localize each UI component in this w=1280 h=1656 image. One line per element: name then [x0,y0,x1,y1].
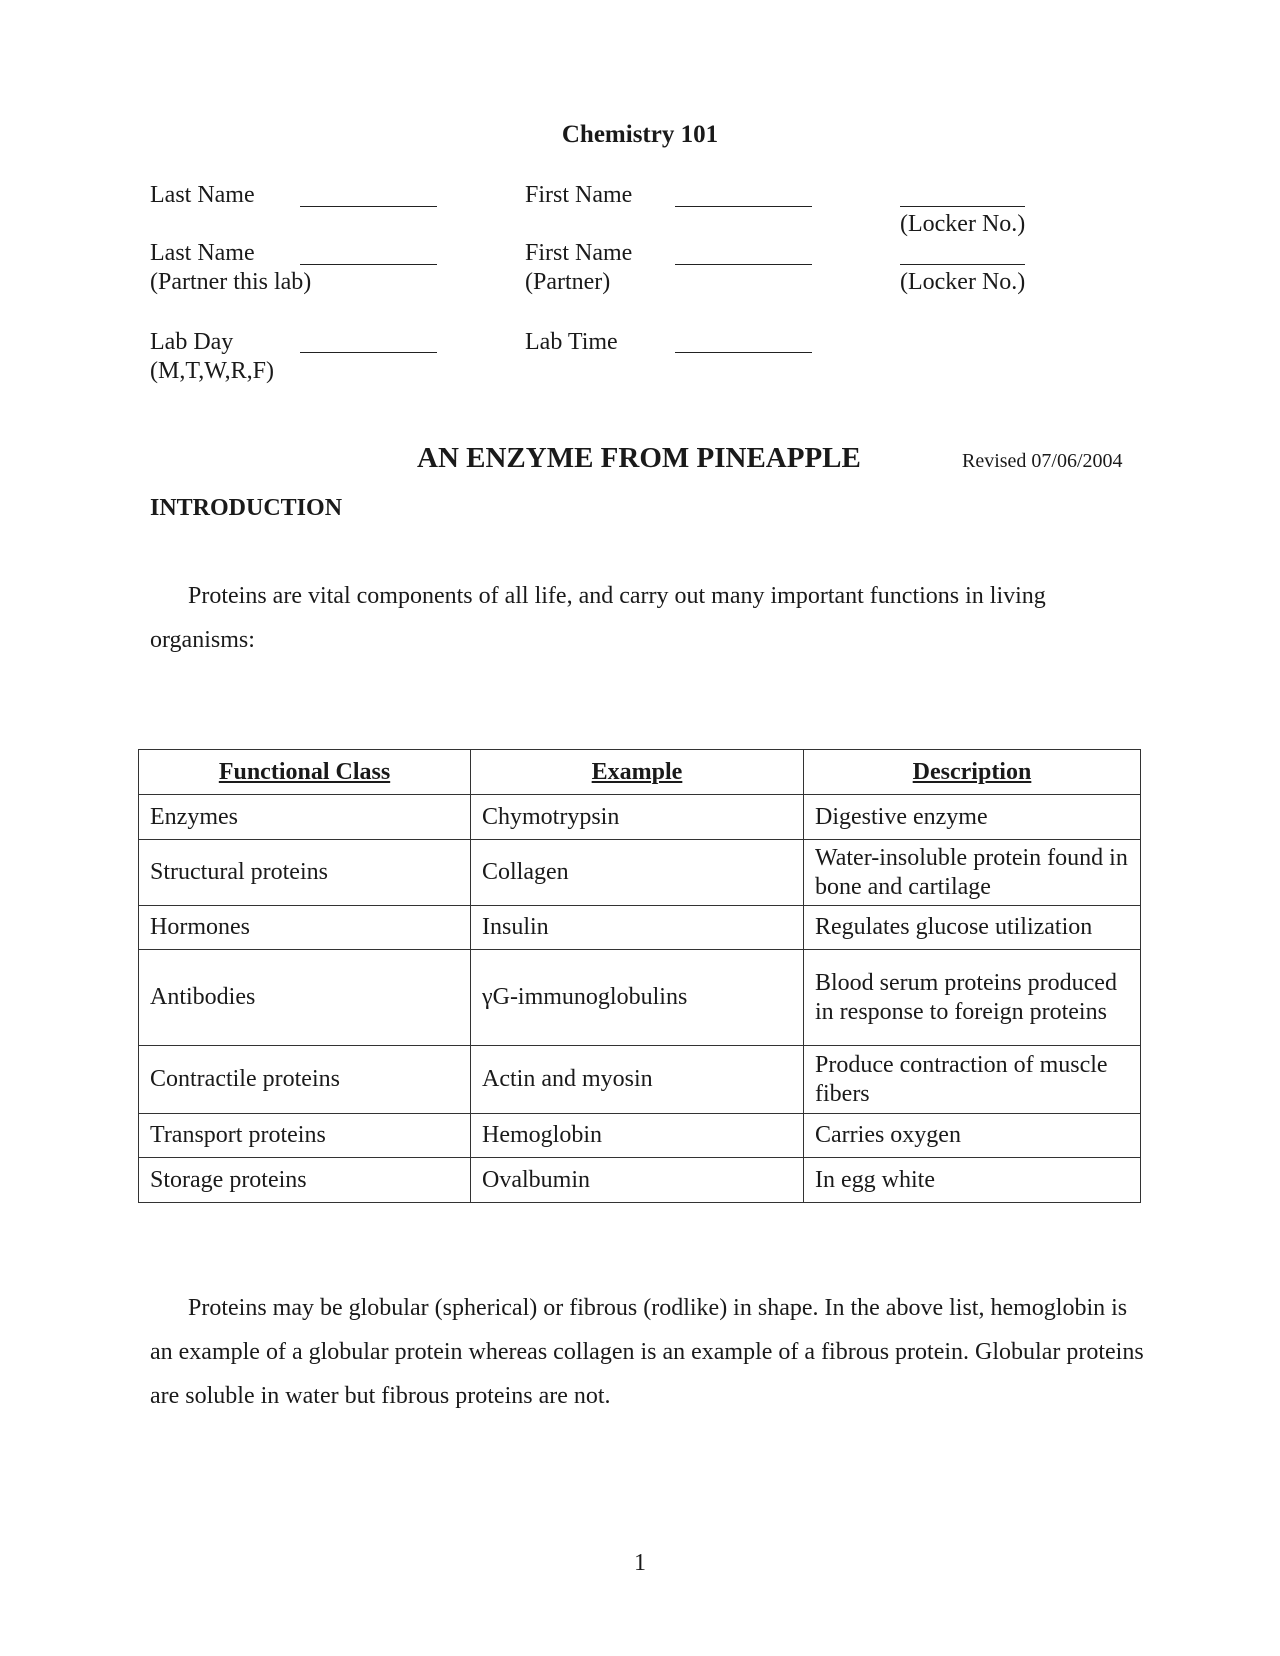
table-row [139,795,1141,840]
table-row [139,840,1141,906]
protein-functions-table [138,749,1141,1203]
table-cell-description: Digestive enzyme [804,795,1141,840]
lab-day-sublabel: (M,T,W,R,F) [150,358,275,384]
table-cell-description: Water-insoluble protein found in bone and cartilage [804,840,1141,906]
table-cell-class: Transport proteins [139,1114,471,1158]
table-cell-class: Structural proteins [139,840,471,906]
protein-shape-paragraph: Proteins may be globular (spherical) or fibrous (rodlike) in shape. In the above list, hemoglobin is an example of a globular protein whereas collagen is an example of a fibrous protein. Globular proteins are soluble in water but fibrous proteins are not. [150,1295,1144,1409]
table-cell-example: Chymotrypsin [471,795,804,840]
last-name-field[interactable] [300,206,437,207]
table-cell-class: Enzymes [139,795,471,840]
lab-day-label: Lab Day [150,329,234,355]
document-title: AN ENZYME FROM PINEAPPLE [417,442,861,474]
partner-last-name-field[interactable] [300,264,437,265]
table-cell-example: Collagen [471,840,804,906]
table-cell-class: Antibodies [139,950,471,1046]
table-cell-description: Blood serum proteins produced in response to foreign proteins [804,950,1141,1046]
last-name-label: Last Name [150,182,255,208]
column-header-description: Description [804,750,1141,795]
page-number: 1 [634,1550,646,1576]
table-cell-example: Hemoglobin [471,1114,804,1158]
partner-first-name-field[interactable] [675,264,812,265]
table-cell-example: Insulin [471,906,804,950]
course-title: Chemistry 101 [561,121,719,148]
section-heading-introduction: INTRODUCTION [150,495,343,521]
table-cell-description: Produce contraction of muscle fibers [804,1046,1141,1114]
first-name-field[interactable] [675,206,812,207]
table-cell-description: Carries oxygen [804,1114,1141,1158]
lab-time-field[interactable] [675,352,812,353]
partner-last-name-sublabel: (Partner this lab) [150,269,312,295]
intro-paragraph: Proteins are vital components of all life, and carry out many important functions in living organisms: [150,583,1046,653]
table-cell-example: γG-immunoglobulins [471,950,804,1046]
table-cell-class: Storage proteins [139,1158,471,1203]
column-header-functional-class: Functional Class [139,750,471,795]
table-cell-example: Actin and myosin [471,1046,804,1114]
partner-last-name-label: Last Name [150,240,255,266]
table-row [139,1046,1141,1114]
table-cell-description: Regulates glucose utilization [804,906,1141,950]
table-row [139,906,1141,950]
lab-day-field[interactable] [300,352,437,353]
table-cell-example: Ovalbumin [471,1158,804,1203]
partner-locker-number-label: (Locker No.) [900,269,1026,295]
table-cell-class: Contractile proteins [139,1046,471,1114]
partner-first-name-label: First Name [525,240,633,266]
locker-number-label: (Locker No.) [900,211,1026,237]
lab-time-label: Lab Time [525,329,618,355]
locker-number-field[interactable] [900,206,1025,207]
partner-locker-number-field[interactable] [900,264,1025,265]
column-header-example: Example [471,750,804,795]
table-row [139,1114,1141,1158]
table-cell-class: Hormones [139,906,471,950]
table-cell-description: In egg white [804,1158,1141,1203]
table-header-row [139,750,1141,795]
table-row [139,1158,1141,1203]
first-name-label: First Name [525,182,633,208]
partner-first-name-sublabel: (Partner) [525,269,611,295]
revision-date: Revised 07/06/2004 [962,450,1123,472]
table-row [139,950,1141,1046]
